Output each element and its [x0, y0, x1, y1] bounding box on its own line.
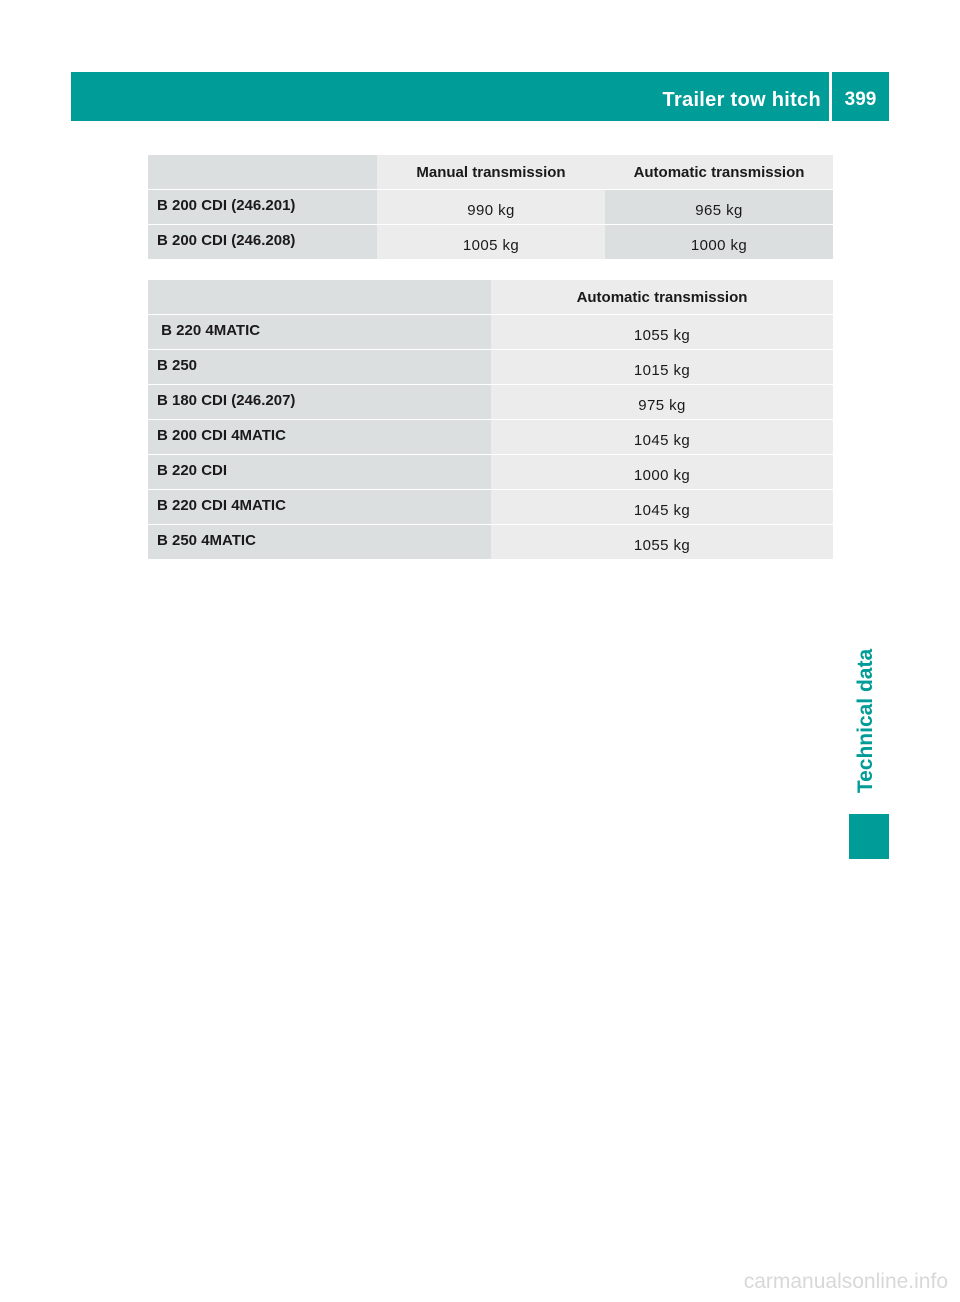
table-row: [148, 315, 833, 350]
table-row: [148, 350, 833, 385]
page-header: [71, 72, 889, 121]
automatic-value: 1000 kg: [605, 225, 833, 260]
automatic-value: 975 kg: [491, 385, 833, 420]
automatic-value: 1015 kg: [491, 350, 833, 385]
table-row: [148, 490, 833, 525]
table-corner-cell: [148, 155, 377, 190]
automatic-value: 1055 kg: [491, 315, 833, 350]
column-header-manual: Manual transmission: [377, 155, 605, 190]
automatic-value: 1045 kg: [491, 490, 833, 525]
table-header-row: [148, 155, 833, 190]
table-row: [148, 420, 833, 455]
model-name: B 250 4MATIC: [148, 525, 491, 560]
table-corner-cell: [148, 280, 491, 315]
side-section-label: Technical data: [854, 648, 877, 794]
section-title: Trailer tow hitch: [662, 89, 821, 111]
column-header-automatic: Automatic transmission: [491, 280, 833, 315]
side-section-marker: [849, 814, 889, 859]
column-header-automatic: Automatic transmission: [605, 155, 833, 190]
trailer-load-table-1: [148, 155, 833, 260]
model-name: B 220 4MATIC: [148, 315, 491, 350]
model-name: B 220 CDI: [148, 455, 491, 490]
page-number: 399: [844, 89, 877, 110]
automatic-value: 1000 kg: [491, 455, 833, 490]
side-section-tab: [843, 636, 889, 806]
table-row: [148, 525, 833, 560]
model-name: B 200 CDI (246.201): [148, 190, 377, 225]
table-header-row: [148, 280, 833, 315]
model-name: B 180 CDI (246.207): [148, 385, 491, 420]
model-name: B 200 CDI 4MATIC: [148, 420, 491, 455]
automatic-value: 1055 kg: [491, 525, 833, 560]
automatic-value: 965 kg: [605, 190, 833, 225]
automatic-value: 1045 kg: [491, 420, 833, 455]
watermark: carmanualsonline.info: [743, 1270, 948, 1293]
model-name: B 200 CDI (246.208): [148, 225, 377, 260]
table-row: [148, 455, 833, 490]
manual-value: 990 kg: [377, 190, 605, 225]
table-row: [148, 385, 833, 420]
model-name: B 250: [148, 350, 491, 385]
table-row: [148, 225, 833, 260]
model-name: B 220 CDI 4MATIC: [148, 490, 491, 525]
manual-value: 1005 kg: [377, 225, 605, 260]
trailer-load-table-2: [148, 280, 833, 560]
table-row: [148, 190, 833, 225]
